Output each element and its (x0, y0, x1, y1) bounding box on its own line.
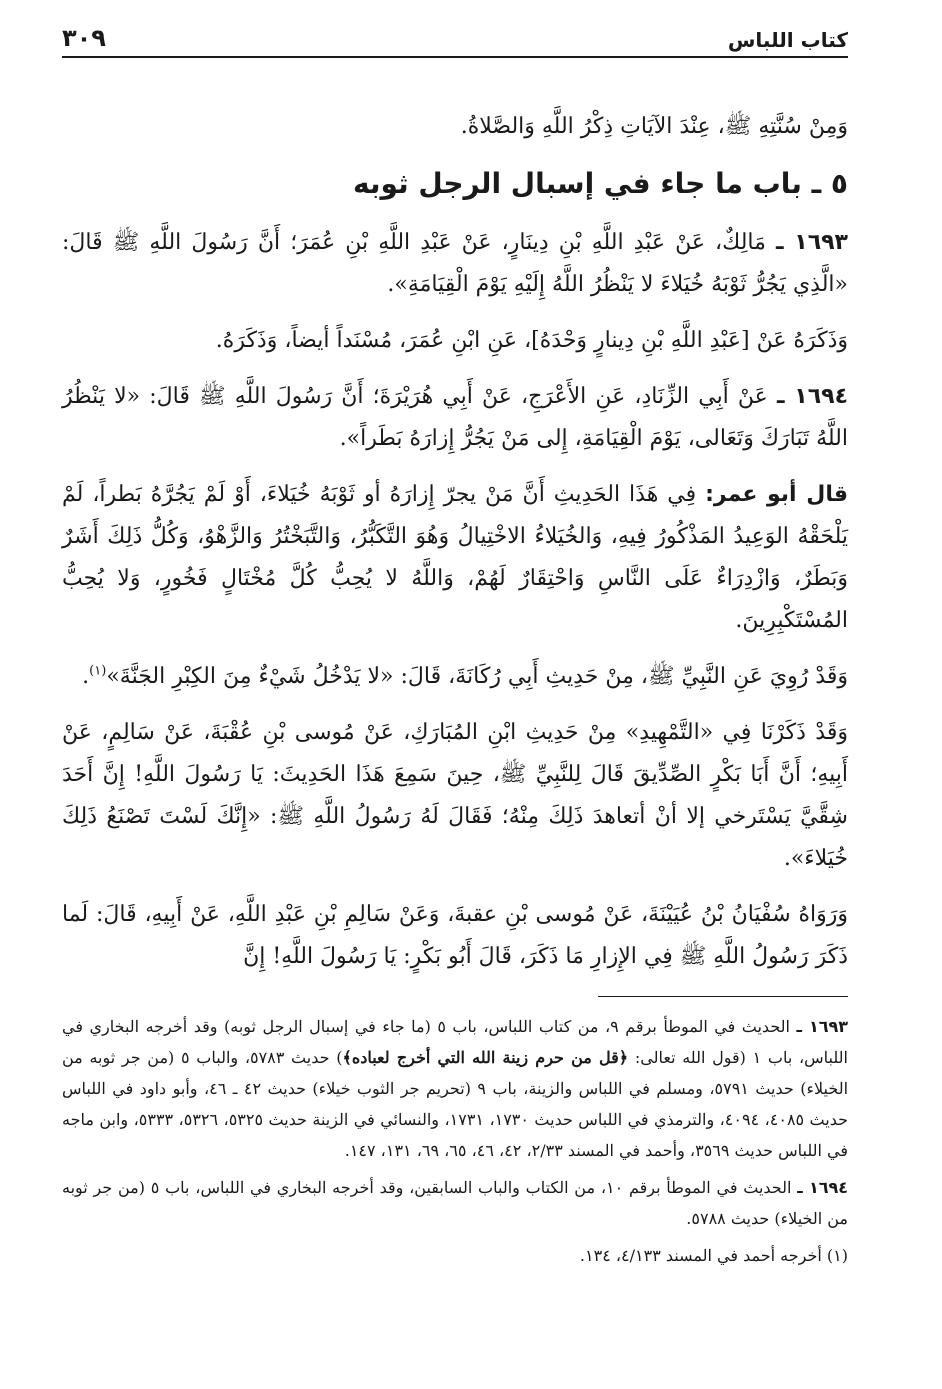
paragraph-text: وَقَدْ رُوِيَ عَنِ النَّبِيِّ ﷺ، مِنْ حَدِيثِ أَبِي رُكَانَةَ، قَالَ: «لا يَدْخُلُ شَيْءٌ مِنَ الكِبْرِ الجَنَّةَ» (106, 664, 848, 689)
main-text (62, 106, 848, 978)
intro-line: وَمِنْ سُنَّتِهِ ﷺ، عِنْدَ الآيَاتِ ذِكْرُ اللَّهِ وَالصَّلاةُ. (460, 114, 848, 139)
paragraph-tamhid: وَقَدْ ذَكَرْنَا فِي «التَّمْهِيدِ» مِنْ حَدِيثِ ابْنِ المُبَارَكِ، عَنْ مُوسى بْنِ عُقْبَةَ، عَنْ سَالِمٍ، عَنْ أَبِيهِ؛ أَنَّ أَبَا بَكْرٍ الصِّدِّيقَ قَالَ لِلنَّبِيِّ ﷺ، حِينَ سَمِعَ هَذَا الحَدِيثَ: يَا رَسُولَ اللَّهِ! إِنَّ أَحَدَ شِقَّيَّ يَسْتَرخي إلا أنْ أتعاهدَ ذَلِكَ مِنْهُ؛ فَقَالَ لَهُ رَسُولُ اللَّهِ ﷺ: «إِنَّكَ لَسْتَ تَصْنَعُ ذَلِكَ خُيَلاءَ». (62, 720, 848, 871)
footnote-number: ١٦٩٣ ـ (796, 1017, 849, 1036)
commentary-text: فِي هَذَا الحَدِيثِ أَنَّ مَنْ يجرّ إِزارَهُ أو ثَوْبَهُ خُيَلاءَ، أَوْ لَمْ يَجُرَّهُ بَطراً، لَمْ يَلْحَقْهُ الوَعِيدُ المَذْكُورُ فِيهِ، وَالخُيَلاءُ الاخْتِيالُ وَهُوَ التَّكَبُّرُ، وَالتَّبَخْتُرُ وَالزَّهْوُ، وَكُلُّ ذَلِكَ أَشَرٌ وَبَطَرٌ، وَازْدِرَاءٌ عَلَى النَّاسِ وَاحْتِقَارٌ لَهُمْ، وَاللَّهُ لا يُحِبُّ كُلَّ مُخْتَالٍ فَخُورٍ، وَلا يُحِبُّ المُسْتَكْبِرِينَ. (62, 482, 848, 633)
hadith-text: مَالِكٌ، عَنْ عَبْدِ اللَّهِ بْنِ دِينَارٍ، عَنْ عَبْدِ اللَّهِ بْنِ عُمَرَ؛ أَنَّ رَسُولَ اللَّهِ ﷺ قَالَ: «الَّذِي يَجُرُّ ثَوْبَهُ خُيَلاءَ لا يَنْظُرُ اللَّهُ إِلَيْهِ يَوْمَ الْقِيَامَةِ». (62, 230, 848, 297)
footnote-1694 (62, 1172, 848, 1234)
footnote-text: الحديث في الموطأ برقم ١٠، من الكتاب والباب السابقين، وقد أخرجه البخاري في اللباس، باب ٥ (من جر ثوبه من الخيلاء) حديث ٥٧٨٨. (62, 1178, 848, 1228)
paragraph-sufyan: وَرَوَاهُ سُفْيَانُ بْنُ عُيَيْنَةَ، عَنْ مُوسى بْنِ عقبةَ، وَعَنْ سَالِمِ بْنِ عَبْدِ اللَّهِ، عَنْ أَبِيهِ، قَالَ: لَما ذَكَرَ رَسُولُ اللَّهِ ﷺ فِي الإِزارِ مَا ذَكَرَ، قَالَ أَبُو بَكْرٍ: يَا رَسُولَ اللَّهِ! إِنَّ (62, 902, 848, 969)
hadith-number: ١٦٩٣ ـ (775, 230, 848, 255)
page-number: ٣٠٩ (62, 24, 106, 52)
paragraph-dhakarahu: وَذَكَرَهُ عَنْ [عَبْدِ اللَّهِ بْنِ دِينارٍ وَحْدَهُ]، عَنِ ابْنِ عُمَرَ، مُسْنَداً أيضاً، وَذَكَرَهُ. (215, 328, 848, 353)
speaker-label: قال أبو عمر: (705, 482, 848, 507)
footnote-text: أخرجه أحمد في المسند ٤/١٣٣، ١٣٤. (579, 1246, 827, 1265)
footnote-divider (598, 996, 848, 997)
footnote-1693 (62, 1011, 848, 1166)
paragraph-ruwiya: وَقَدْ رُوِيَ عَنِ النَّبِيِّ ﷺ، مِنْ حَدِيثِ أَبِي رُكَانَةَ، قَالَ: «لا يَدْخُلُ شَيْءٌ مِنَ الكِبْرِ الجَنَّةَ»$^{(١)}$. (82, 663, 848, 689)
footnotes (62, 1011, 848, 1271)
footnote-text: الحديث في الموطأ برقم ٩، من كتاب اللباس، باب ٥ (ما جاء في إسبال الرجل ثوبه) وقد أخرجه البخاري في اللباس، باب ١ (قول الله تعالى: (62, 1017, 849, 1067)
footnote-1 (62, 1240, 848, 1271)
footnote-number: ١٦٩٤ ـ (797, 1178, 849, 1197)
footnote-reference: (١) (89, 663, 107, 679)
hadith-1694 (62, 376, 848, 460)
quran-quote: ﴿قل من حرم زينة الله التي أخرج لعباده﴾ (342, 1048, 629, 1067)
book-page (62, 18, 848, 1358)
commentary-abu-umar (62, 474, 848, 642)
running-header-title: كتاب اللباس (727, 28, 848, 52)
hadith-text: عَنْ أَبِي الزِّنَادِ، عَنِ الأَعْرَجِ، عَنْ أَبِي هُرَيْرَةَ؛ أَنَّ رَسُولَ اللَّهِ ﷺ قَالَ: «لا يَنْظُرُ اللَّهُ تَبَارَكَ وَتَعَالى، يَوْمَ الْقِيَامَةِ، إِلى مَنْ يَجُرُّ إِزارَهُ بَطَراً». (62, 384, 848, 451)
running-header (62, 18, 848, 58)
hadith-number: ١٦٩٤ ـ (776, 384, 848, 409)
footnote-number: (١) (826, 1246, 848, 1265)
hadith-1693 (62, 222, 848, 306)
footnote-text: ) حديث ٥٧٨٣، والباب ٥ (من جر ثوبه من الخيلاء) حديث ٥٧٩١، ومسلم في اللباس والزينة، باب ٩ (تحريم جر الثوب خيلاء) حديث ٤٢ ـ ٤٦، وأبو داود في اللباس حديث ٤٠٨٥، ٤٠٩٤، والترمذي في اللباس حديث ١٧٣٠، ١٧٣١، والنسائي في الزينة حديث ٥٣٢٥، ٥٣٢٦، ٥٣٣٣، وابن ماجه في اللباس حديث ٣٥٦٩، وأحمد في المسند ٢/٣٣، ٤٢، ٤٦، ٦٥، ٦٩، ١٣١، ١٤٧. (62, 1048, 849, 1160)
chapter-heading: ٥ ـ باب ما جاء في إسبال الرجل ثوبه (353, 167, 848, 200)
